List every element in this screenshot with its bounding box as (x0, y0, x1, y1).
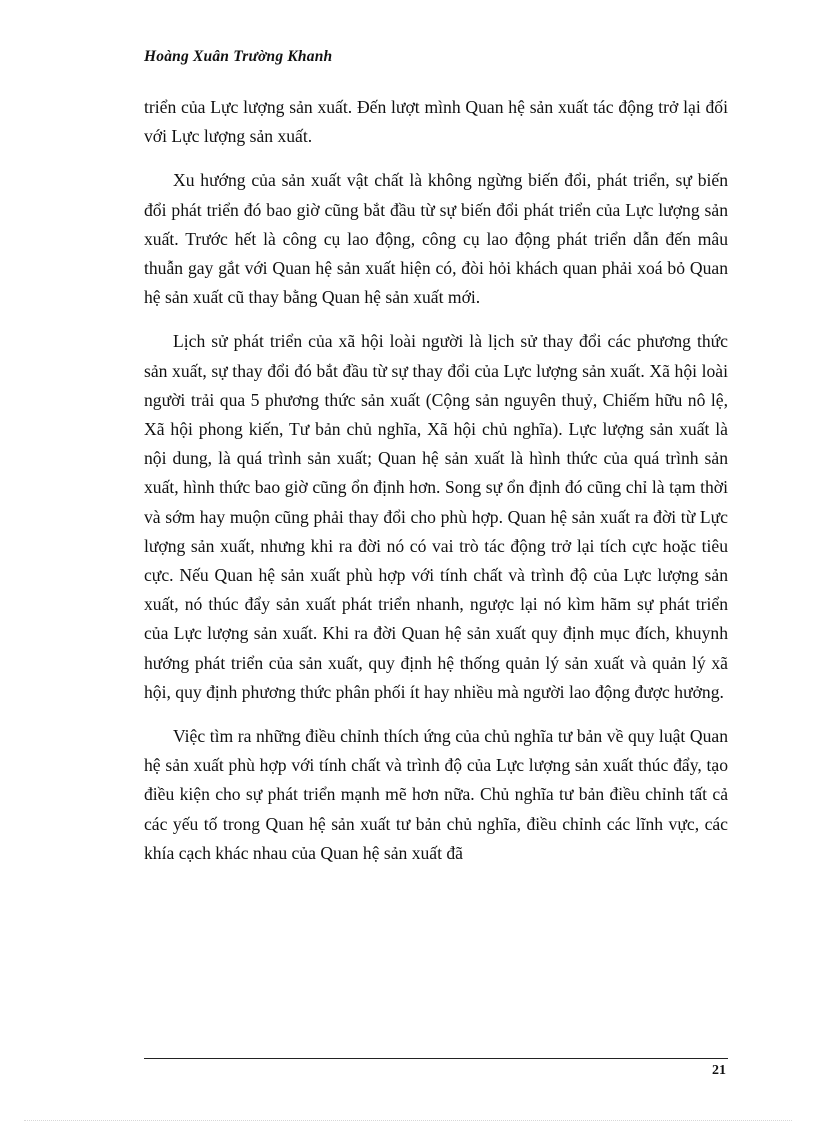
running-header-author: Hoàng Xuân Trường Khanh (144, 48, 333, 65)
paragraph-1: triển của Lực lượng sản xuất. Đến lượt mình Quan hệ sản xuất tác động trở lại đối với Lực lượng sản xuất. (144, 97, 728, 147)
paragraph-3: Lịch sử phát triển của xã hội loài người là lịch sử thay đổi các phương thức sản xuất, sự thay đổi đó bắt đầu từ sự thay đổi của Lực lượng sản xuất. Xã hội loài người trải qua 5 phương thức sản xuất (Cộng sản nguyên thuỷ, Chiếm hữu nô lệ, Xã hội phong kiến, Tư bản chủ nghĩa, Xã hội chủ nghĩa). Lực lượng sản xuất là nội dung, là quá trình sản xuất; Quan hệ sản xuất là hình thức của quá trình sản xuất, hình thức bao giờ cũng ổn định hơn. Song sự ổn định đó cũng chỉ là tạm thời và sớm hay muộn cũng phải thay đổi cho phù hợp. Quan hệ sản xuất ra đời từ Lực lượng sản xuất, nhưng khi ra đời nó có vai trò tác động trở lại tích cực hoặc tiêu cực. Nếu Quan hệ sản xuất phù hợp với tính chất và trình độ của Lực lượng sản xuất, nó thúc đẩy sản xuất phát triển nhanh, ngược lại nó kìm hãm sự phát triển của Lực lượng sản xuất. Khi ra đời Quan hệ sản xuất quy định mục đích, khuynh hướng phát triển của sản xuất, quy định hệ thống quản lý sản xuất và quản lý xã hội, quy định phương thức phân phối ít hay nhiều mà người lao động được hưởng. (144, 331, 728, 702)
page-number: 21 (712, 1063, 726, 1078)
paragraph-4: Việc tìm ra những điều chỉnh thích ứng của chủ nghĩa tư bản về quy luật Quan hệ sản xuất phù hợp với tính chất và trình độ của Lực lượng sản xuất thúc đẩy, tạo điều kiện cho sự phát triển mạnh mẽ hơn nữa. Chủ nghĩa tư bản điều chỉnh tất cả các yếu tố trong Quan hệ sản xuất tư bản chủ nghĩa, điều chỉnh các lĩnh vực, các khía cạch khác nhau của Quan hệ sản xuất đã (144, 726, 728, 863)
page-edge-divider (24, 1120, 792, 1121)
document-body (144, 93, 728, 883)
footer-divider (144, 1058, 728, 1059)
paragraph-2: Xu hướng của sản xuất vật chất là không ngừng biến đổi, phát triển, sự biến đổi phát triển đó bao giờ cũng bắt đầu từ sự biến đổi phát triển của Lực lượng sản xuất. Trước hết là công cụ lao động, công cụ lao động phát triển dẫn đến mâu thuẫn gay gắt với Quan hệ sản xuất hiện có, đòi hỏi khách quan phải xoá bỏ Quan hệ sản xuất cũ thay bằng Quan hệ sản xuất mới. (144, 170, 728, 308)
